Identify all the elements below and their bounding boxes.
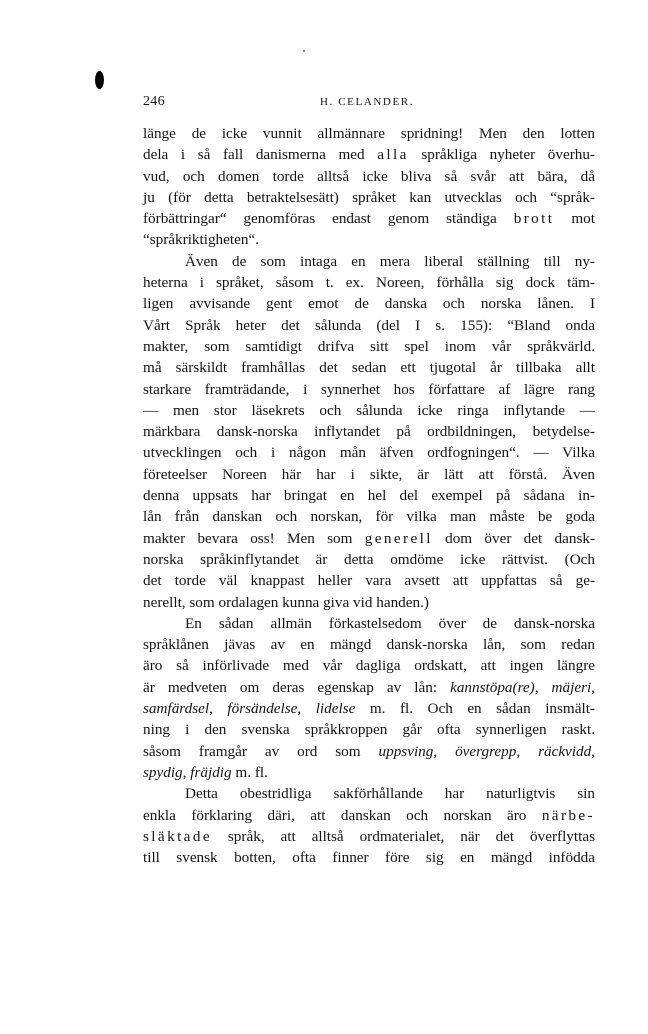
line-text: såsom framgår av ord som <box>143 742 379 760</box>
line-text: märkbara dansk-norska inflytandet på ordbildningen, betydelse- <box>143 423 595 441</box>
text-line <box>143 187 595 208</box>
text-line <box>143 400 595 421</box>
text-line <box>143 229 595 250</box>
text-line <box>143 741 595 762</box>
ink-blot <box>95 71 104 89</box>
text-line <box>143 208 595 229</box>
text-line <box>143 570 595 591</box>
italic-word: samfärdsel, försändelse, lidelse <box>143 700 356 718</box>
text-line <box>143 762 595 783</box>
line-text: är medveten om deras egenskap av lån: <box>143 678 451 696</box>
header-author: H. CELANDER. <box>320 96 415 108</box>
italic-word: uppsving, övergrepp, räckvidd, <box>378 742 596 760</box>
spaced-emphasis: brott <box>513 210 555 228</box>
text-line <box>143 592 595 613</box>
text-line <box>143 677 595 698</box>
paper-speck <box>303 50 305 52</box>
text-body <box>143 123 595 868</box>
text-line <box>143 805 595 826</box>
line-text: m. fl. Och en sådan insmält- <box>355 700 595 718</box>
line-text: Detta obestridliga sakförhållande har naturligtvis sin <box>185 785 595 803</box>
text-line <box>143 783 595 804</box>
line-text: språklånen jävas av en mängd dansk-norska lån, som redan <box>143 636 595 654</box>
text-line <box>143 506 595 527</box>
line-text: språk, att alltså ordmaterialet, när det överflyttas <box>211 827 595 845</box>
text-line <box>143 251 595 272</box>
spaced-emphasis: generell <box>364 529 433 547</box>
line-text: dom över det dansk- <box>432 529 596 547</box>
line-text: utvecklingen och i någon mån äfven ordfogningen“. — Vilka <box>143 444 595 462</box>
text-line <box>143 166 595 187</box>
line-text: mot <box>554 210 595 228</box>
page-number: 246 <box>143 94 165 109</box>
text-line <box>143 272 595 293</box>
text-line <box>143 421 595 442</box>
line-text: — men stor läsekrets och sålunda icke ringa inflytande — <box>143 401 595 419</box>
text-line <box>143 315 595 336</box>
text-line <box>143 847 595 868</box>
text-line <box>143 528 595 549</box>
spaced-emphasis: alla <box>377 146 409 164</box>
line-text: norska språkinflytandet är detta omdöme icke rättvist. (Och <box>143 550 595 568</box>
line-text: lån från danskan och norskan, för vilka man måste be goda <box>143 508 595 526</box>
text-line <box>143 549 595 570</box>
line-text: äro så införlivade med vår dagliga ordskatt, att ingen längre <box>143 657 595 675</box>
text-line <box>143 336 595 357</box>
line-text: m. fl. <box>231 763 268 781</box>
spaced-emphasis: närbe- <box>541 806 595 824</box>
text-line <box>143 698 595 719</box>
text-line <box>143 123 595 144</box>
line-text: ju (för detta betraktelsesätt) språket kan utvecklas och “språk- <box>143 188 595 206</box>
line-text: “språkriktigheten“. <box>143 231 259 249</box>
line-text: starkare framträdande, i synnerhet hos författare af lägre rang <box>143 380 595 398</box>
line-text: företeelser Noreen här har i sikte, är lätt att förstå. Även <box>143 465 595 483</box>
line-text: till svensk botten, ofta finner före sig en mängd infödda <box>143 849 595 867</box>
text-line <box>143 719 595 740</box>
text-line <box>143 655 595 676</box>
italic-word: kannstöpa(re), mäjeri, <box>450 678 596 696</box>
line-text: språkliga nyheter överhu- <box>408 146 595 164</box>
text-line <box>143 613 595 634</box>
italic-word: spydig, fräjdig <box>143 763 232 781</box>
text-line <box>143 634 595 655</box>
line-text: ligen avvisande gent emot de danska och norska lånen. I <box>143 295 595 313</box>
text-line <box>143 144 595 165</box>
line-text: förbättringar“ genomföras endast genom ständiga <box>143 210 514 228</box>
line-text: vud, och domen torde alltså icke bliva så svår att bära, då <box>143 167 595 185</box>
line-text: länge de icke vunnit allmännare spridning! Men den lotten <box>143 125 595 142</box>
line-text: det torde väl knappast heller vara avsett att uppfattas så ge- <box>143 572 595 590</box>
line-text: makter, som samtidigt drifva sitt spel inom vår språkvärld. <box>143 337 595 355</box>
line-text: dela i så fall danismerna med <box>143 146 378 164</box>
line-text: enkla förklaring däri, att danskan och norskan äro <box>143 806 542 824</box>
text-line <box>143 464 595 485</box>
line-text: heterna i språket, såsom t. ex. Noreen, förhålla sig dock täm- <box>143 274 595 292</box>
text-line <box>143 379 595 400</box>
line-text: En sådan allmän förkastelsedom över de dansk-norska <box>185 614 595 632</box>
text-line <box>143 357 595 378</box>
line-text: makter bevara oss! Men som <box>143 529 365 547</box>
spaced-emphasis: släktade <box>143 827 212 845</box>
running-head <box>143 94 595 114</box>
line-text: Även de som intaga en mera liberal ställning till ny- <box>185 252 595 270</box>
text-line <box>143 826 595 847</box>
line-text: nerellt, som ordalagen kunna giva vid handen.) <box>143 593 429 611</box>
text-line <box>143 485 595 506</box>
line-text: ning i den svenska språkkroppen går ofta synnerligen raskt. <box>143 721 595 739</box>
line-text: denna uppsats har bringat en hel del exempel på sådana in- <box>143 487 595 505</box>
line-text: Vårt Språk heter det sålunda (del I s. 155): “Bland onda <box>143 316 595 334</box>
text-line <box>143 442 595 463</box>
line-text: må särskildt framhållas det sedan ett tjugotal år tillbaka allt <box>143 359 595 377</box>
text-line <box>143 293 595 314</box>
